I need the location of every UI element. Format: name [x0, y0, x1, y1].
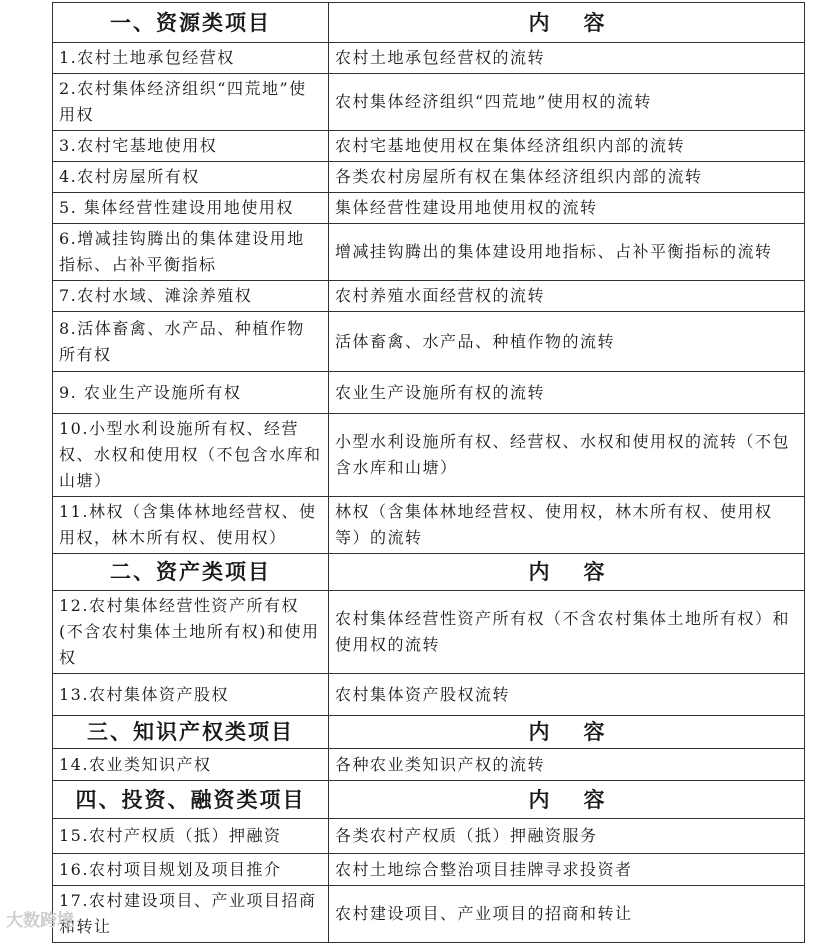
content-header [329, 781, 805, 819]
item-cell: 5. 集体经营性建设用地使用权 [53, 193, 329, 224]
content-cell: 各种农业类知识产权的流转 [329, 749, 805, 781]
table-row [53, 224, 805, 281]
table-row [53, 591, 805, 674]
item-cell: 9. 农业生产设施所有权 [53, 372, 329, 414]
content-header-label: 内容 [528, 560, 639, 584]
content-header-label: 内容 [528, 787, 639, 812]
content-cell: 林权（含集体林地经营权、使用权，林木所有权、使用权等）的流转 [329, 497, 805, 554]
content-cell: 农村集体经济组织“四荒地”使用权的流转 [329, 74, 805, 131]
content-header-label: 内容 [528, 720, 639, 744]
content-cell: 小型水利设施所有权、经营权、水权和使用权的流转（不包含水库和山塘） [329, 414, 805, 497]
item-cell: 11.林权（含集体林地经营权、使用权，林木所有权、使用权） [53, 497, 329, 554]
table-row [53, 749, 805, 781]
section-title: 一、资源类项目 [53, 3, 329, 43]
item-cell: 4.农村房屋所有权 [53, 162, 329, 193]
content-cell: 增减挂钩腾出的集体建设用地指标、占补平衡指标的流转 [329, 224, 805, 281]
content-cell: 农村养殖水面经营权的流转 [329, 281, 805, 312]
table-row [53, 886, 805, 943]
content-cell: 活体畜禽、水产品、种植作物的流转 [329, 312, 805, 372]
table-row [53, 312, 805, 372]
table-row [53, 414, 805, 497]
item-cell: 17.农村建设项目、产业项目招商和转让 [53, 886, 329, 943]
content-cell: 农村集体资产股权流转 [329, 674, 805, 716]
content-header [329, 3, 805, 43]
content-cell: 农村土地承包经营权的流转 [329, 43, 805, 74]
section-header-row [53, 781, 805, 819]
table-row [53, 162, 805, 193]
content-header [329, 554, 805, 591]
watermark-logo: 大数跨境 [6, 911, 74, 931]
content-cell: 农村宅基地使用权在集体经济组织内部的流转 [329, 131, 805, 162]
table-row [53, 193, 805, 224]
table-row [53, 74, 805, 131]
content-cell: 各类农村房屋所有权在集体经济组织内部的流转 [329, 162, 805, 193]
section-header-row [53, 3, 805, 43]
table-row [53, 674, 805, 716]
content-cell: 农村建设项目、产业项目的招商和转让 [329, 886, 805, 943]
item-cell: 6.增减挂钩腾出的集体建设用地指标、占补平衡指标 [53, 224, 329, 281]
item-cell: 12.农村集体经营性资产所有权(不含农村集体土地所有权)和使用权 [53, 591, 329, 674]
item-cell: 14.农业类知识产权 [53, 749, 329, 781]
table-row [53, 372, 805, 414]
item-cell: 10.小型水利设施所有权、经营权、水权和使用权（不包含水库和山塘） [53, 414, 329, 497]
item-cell: 2.农村集体经济组织“四荒地”使用权 [53, 74, 329, 131]
table-row [53, 131, 805, 162]
rural-property-rights-table [52, 2, 805, 943]
content-cell: 农村集体经营性资产所有权（不含农村集体土地所有权）和使用权的流转 [329, 591, 805, 674]
content-cell: 各类农村产权质（抵）押融资服务 [329, 819, 805, 854]
section-title: 三、知识产权类项目 [53, 716, 329, 749]
item-cell: 13.农村集体资产股权 [53, 674, 329, 716]
table-row [53, 819, 805, 854]
content-header [329, 716, 805, 749]
item-cell: 7.农村水域、滩涂养殖权 [53, 281, 329, 312]
section-header-row [53, 716, 805, 749]
content-cell: 农业生产设施所有权的流转 [329, 372, 805, 414]
table-row [53, 854, 805, 886]
section-header-row [53, 554, 805, 591]
section-title: 四、投资、融资类项目 [53, 781, 329, 819]
item-cell: 1.农村土地承包经营权 [53, 43, 329, 74]
item-cell: 16.农村项目规划及项目推介 [53, 854, 329, 886]
item-cell: 15.农村产权质（抵）押融资 [53, 819, 329, 854]
table-row [53, 281, 805, 312]
item-cell: 3.农村宅基地使用权 [53, 131, 329, 162]
table-row [53, 43, 805, 74]
content-header-label: 内容 [528, 10, 639, 35]
section-title: 二、资产类项目 [53, 554, 329, 591]
table-row [53, 497, 805, 554]
content-cell: 集体经营性建设用地使用权的流转 [329, 193, 805, 224]
content-cell: 农村土地综合整治项目挂牌寻求投资者 [329, 854, 805, 886]
item-cell: 8.活体畜禽、水产品、种植作物所有权 [53, 312, 329, 372]
